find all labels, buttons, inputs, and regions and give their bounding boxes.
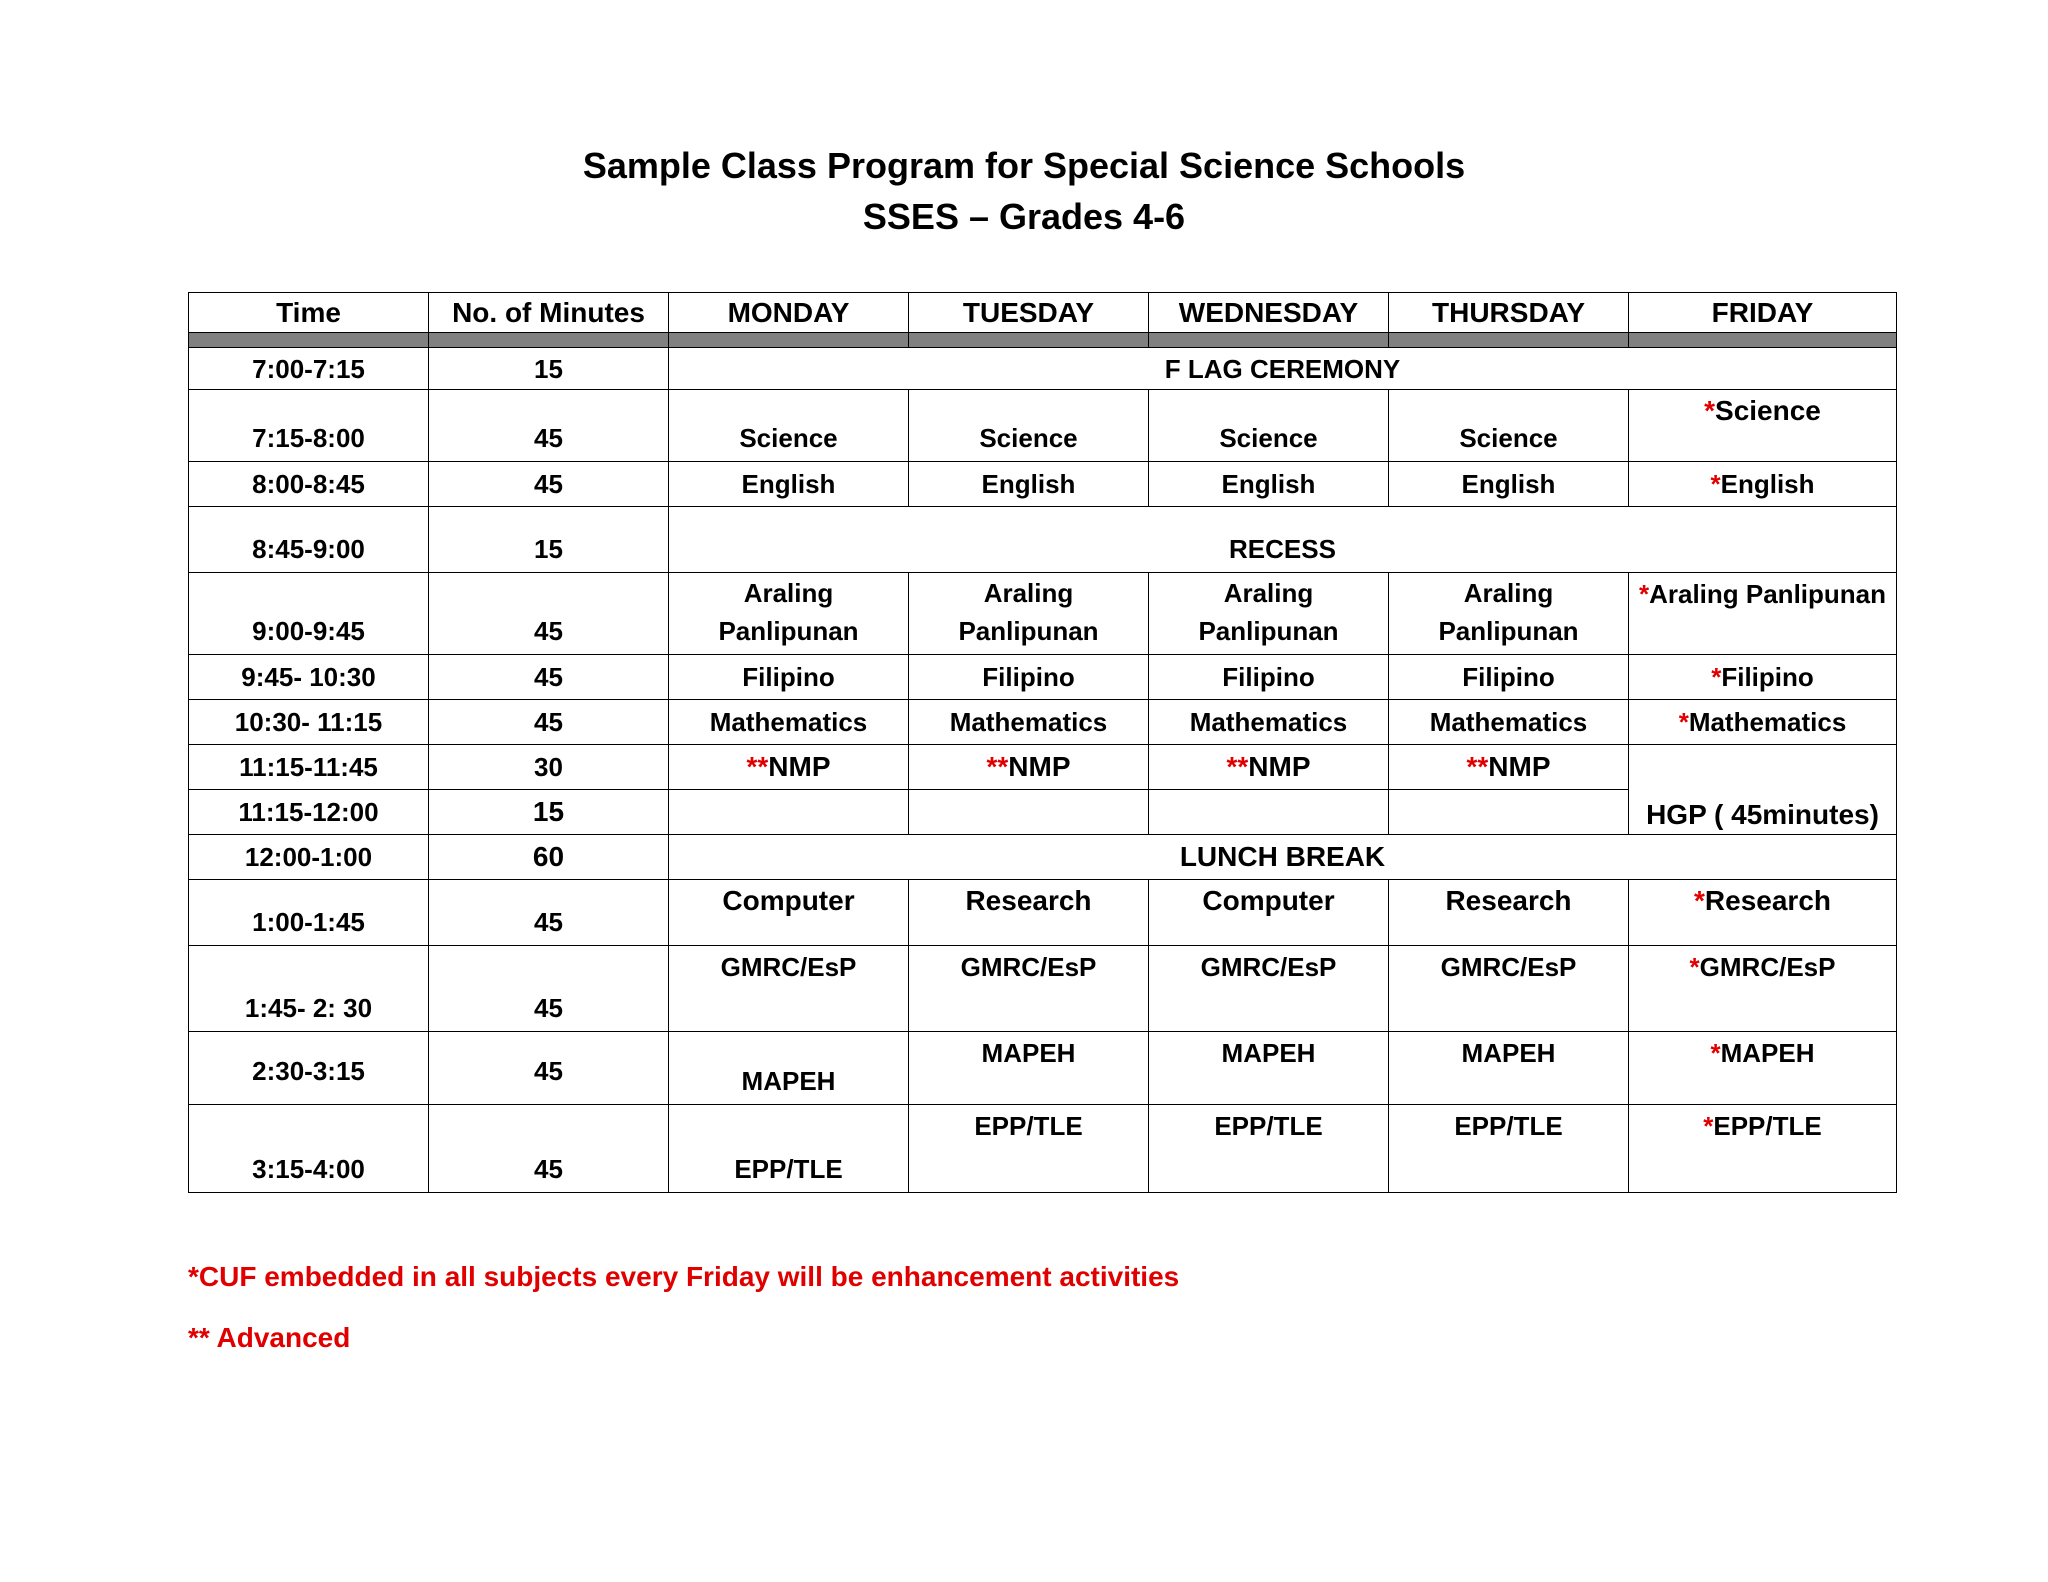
- separator-cell: [1629, 333, 1897, 348]
- subject-cell: [1389, 745, 1629, 790]
- subject-text: NMP: [768, 751, 831, 782]
- subject-cell: English: [669, 462, 909, 507]
- time-cell: 8:45-9:00: [189, 507, 429, 573]
- subject-cell: MAPEH: [909, 1032, 1149, 1105]
- asterisk-mark: *: [1638, 579, 1650, 609]
- subject-cell: MAPEH: [1149, 1032, 1389, 1105]
- subject-cell: MAPEH: [669, 1032, 909, 1105]
- subject-line: Panlipunan: [1198, 616, 1339, 646]
- separator-cell: [429, 333, 669, 348]
- minutes-cell: 45: [429, 1105, 669, 1193]
- subject-cell: [1389, 573, 1629, 655]
- subject-text: NMP: [1248, 751, 1311, 782]
- table-row: [189, 462, 1897, 507]
- class-program-table: [188, 292, 1897, 1193]
- header-monday: MONDAY: [669, 293, 909, 333]
- subject-cell: GMRC/EsP: [669, 946, 909, 1032]
- subject-cell: EPP/TLE: [1149, 1105, 1389, 1193]
- hgp-cell: HGP ( 45minutes): [1629, 745, 1897, 835]
- asterisk-mark: *: [1710, 469, 1721, 499]
- subject-cell: [669, 745, 909, 790]
- friday-subject: Research: [1704, 885, 1831, 916]
- header-thursday: THURSDAY: [1389, 293, 1629, 333]
- friday-subject: Science: [1715, 395, 1821, 426]
- minutes-cell: 45: [429, 655, 669, 700]
- minutes-cell: 45: [429, 1032, 669, 1105]
- subject-line: Araling: [1463, 578, 1554, 608]
- subject-cell: Research: [909, 880, 1149, 946]
- table-row: [189, 946, 1897, 1032]
- subject-cell: Science: [669, 390, 909, 462]
- minutes-cell: 45: [429, 946, 669, 1032]
- subject-cell: GMRC/EsP: [909, 946, 1149, 1032]
- friday-subject: Mathematics: [1688, 707, 1847, 737]
- subject-cell: Science: [1149, 390, 1389, 462]
- friday-subject-cell: [1629, 1032, 1897, 1105]
- subject-cell: Science: [909, 390, 1149, 462]
- friday-subject: Araling Panlipunan: [1649, 579, 1887, 609]
- subject-cell: Mathematics: [909, 700, 1149, 745]
- lunch-break-cell: LUNCH BREAK: [669, 835, 1897, 880]
- asterisk-mark: *: [1678, 707, 1689, 737]
- subject-cell: Mathematics: [669, 700, 909, 745]
- minutes-cell: 15: [429, 348, 669, 390]
- friday-subject: Filipino: [1721, 662, 1814, 692]
- time-cell: 7:15-8:00: [189, 390, 429, 462]
- asterisk-mark: *: [1689, 952, 1700, 982]
- friday-subject-cell: [1629, 462, 1897, 507]
- asterisk-mark: *: [1710, 1038, 1721, 1068]
- asterisk-mark: *: [1703, 1111, 1714, 1141]
- friday-subject-cell: [1629, 700, 1897, 745]
- subject-cell: EPP/TLE: [1389, 1105, 1629, 1193]
- asterisk-mark: *: [1711, 662, 1722, 692]
- subject-cell: Filipino: [1149, 655, 1389, 700]
- time-cell: 1:45- 2: 30: [189, 946, 429, 1032]
- document-subtitle: SSES – Grades 4-6: [862, 196, 1186, 237]
- friday-subject: English: [1720, 469, 1815, 499]
- cuf-footnote: *CUF embedded in all subjects every Friday will be enhancement activities: [188, 1261, 1180, 1292]
- time-cell: 8:00-8:45: [189, 462, 429, 507]
- minutes-cell: 60: [429, 835, 669, 880]
- double-asterisk-mark: **: [746, 751, 769, 782]
- subject-cell: GMRC/EsP: [1389, 946, 1629, 1032]
- friday-subject-cell: [1629, 655, 1897, 700]
- friday-subject-cell: [1629, 880, 1897, 946]
- friday-subject: MAPEH: [1720, 1038, 1815, 1068]
- friday-subject-cell: [1629, 573, 1897, 655]
- minutes-cell: 45: [429, 390, 669, 462]
- subject-line: Araling: [743, 578, 834, 608]
- time-cell: 11:15-12:00: [189, 790, 429, 835]
- minutes-cell: 45: [429, 700, 669, 745]
- subject-cell: [909, 745, 1149, 790]
- separator-cell: [909, 333, 1149, 348]
- table-row: [189, 700, 1897, 745]
- time-cell: 12:00-1:00: [189, 835, 429, 880]
- subject-cell: EPP/TLE: [669, 1105, 909, 1193]
- subject-line: Araling: [1223, 578, 1314, 608]
- minutes-cell: 30: [429, 745, 669, 790]
- document-title: Sample Class Program for Special Science Schools: [582, 145, 1466, 186]
- flag-ceremony-cell: F LAG CEREMONY: [669, 348, 1897, 390]
- subject-text: NMP: [1488, 751, 1551, 782]
- time-cell: 10:30- 11:15: [189, 700, 429, 745]
- header-friday: FRIDAY: [1629, 293, 1897, 333]
- subject-cell: English: [1149, 462, 1389, 507]
- subject-cell: MAPEH: [1389, 1032, 1629, 1105]
- subject-cell: Computer: [669, 880, 909, 946]
- table-row: [189, 348, 1897, 390]
- table-row: [189, 1032, 1897, 1105]
- separator-cell: [1149, 333, 1389, 348]
- empty-cell: [1149, 790, 1389, 835]
- minutes-cell: 15: [429, 507, 669, 573]
- asterisk-mark: *: [1704, 395, 1716, 426]
- subject-cell: [1149, 573, 1389, 655]
- time-cell: 11:15-11:45: [189, 745, 429, 790]
- subject-cell: [669, 573, 909, 655]
- table-row: [189, 1105, 1897, 1193]
- friday-subject-cell: [1629, 1105, 1897, 1193]
- separator-cell: [1389, 333, 1629, 348]
- subject-cell: [909, 573, 1149, 655]
- subject-cell: Filipino: [909, 655, 1149, 700]
- minutes-cell: 15: [429, 790, 669, 835]
- separator-cell: [189, 333, 429, 348]
- table-row: [189, 573, 1897, 655]
- friday-subject-cell: [1629, 390, 1897, 462]
- subject-cell: Mathematics: [1389, 700, 1629, 745]
- double-asterisk-mark: **: [986, 751, 1009, 782]
- table-row: [189, 390, 1897, 462]
- friday-subject: GMRC/EsP: [1699, 952, 1836, 982]
- table-row: [189, 507, 1897, 573]
- friday-subject-cell: [1629, 946, 1897, 1032]
- minutes-cell: 45: [429, 880, 669, 946]
- header-wednesday: WEDNESDAY: [1149, 293, 1389, 333]
- separator-cell: [669, 333, 909, 348]
- time-cell: 2:30-3:15: [189, 1032, 429, 1105]
- time-cell: 7:00-7:15: [189, 348, 429, 390]
- time-cell: 3:15-4:00: [189, 1105, 429, 1193]
- time-cell: 9:45- 10:30: [189, 655, 429, 700]
- table-row: [189, 745, 1897, 790]
- subject-line: Panlipunan: [958, 616, 1099, 646]
- asterisk-mark: *: [1694, 885, 1705, 916]
- subject-line: Panlipunan: [1438, 616, 1579, 646]
- empty-cell: [1389, 790, 1629, 835]
- header-time: Time: [189, 293, 429, 333]
- double-asterisk-mark: **: [1466, 751, 1489, 782]
- empty-cell: [909, 790, 1149, 835]
- minutes-cell: 45: [429, 573, 669, 655]
- subject-cell: English: [1389, 462, 1629, 507]
- subject-cell: Science: [1389, 390, 1629, 462]
- header-tuesday: TUESDAY: [909, 293, 1149, 333]
- minutes-cell: 45: [429, 462, 669, 507]
- subject-cell: English: [909, 462, 1149, 507]
- subject-text: NMP: [1008, 751, 1071, 782]
- header-separator-row: [189, 333, 1897, 348]
- subject-cell: Research: [1389, 880, 1629, 946]
- table-row: [189, 655, 1897, 700]
- header-row: [189, 293, 1897, 333]
- table-row: [189, 835, 1897, 880]
- subject-line: Araling: [983, 578, 1074, 608]
- subject-cell: [1149, 745, 1389, 790]
- subject-cell: Computer: [1149, 880, 1389, 946]
- empty-cell: [669, 790, 909, 835]
- subject-line: Panlipunan: [718, 616, 859, 646]
- table-row: [189, 880, 1897, 946]
- time-cell: 9:00-9:45: [189, 573, 429, 655]
- subject-cell: GMRC/EsP: [1149, 946, 1389, 1032]
- subject-cell: EPP/TLE: [909, 1105, 1149, 1193]
- subject-cell: Mathematics: [1149, 700, 1389, 745]
- subject-cell: Filipino: [669, 655, 909, 700]
- friday-subject: EPP/TLE: [1713, 1111, 1822, 1141]
- time-cell: 1:00-1:45: [189, 880, 429, 946]
- subject-cell: Filipino: [1389, 655, 1629, 700]
- header-minutes: No. of Minutes: [429, 293, 669, 333]
- recess-cell: RECESS: [669, 507, 1897, 573]
- advanced-footnote: ** Advanced: [188, 1322, 351, 1353]
- double-asterisk-mark: **: [1226, 751, 1249, 782]
